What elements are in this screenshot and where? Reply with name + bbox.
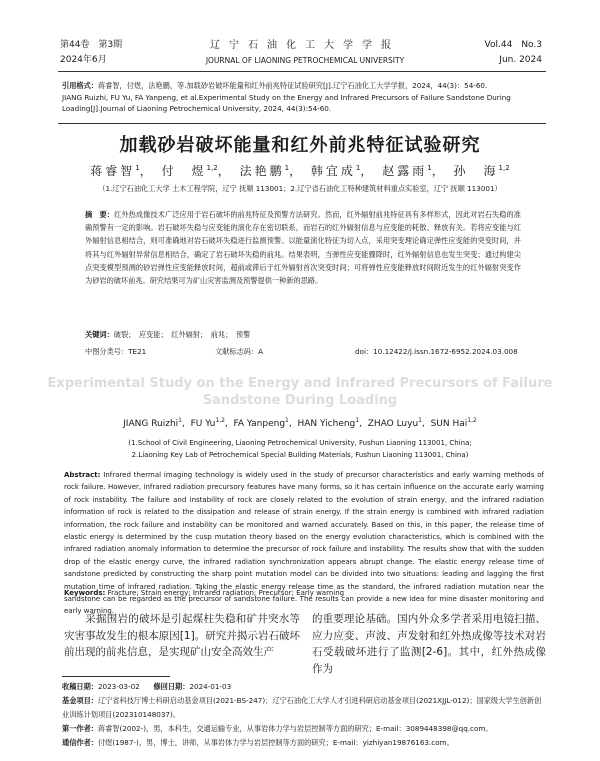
abstract-cn-label: 摘 要： xyxy=(85,210,115,219)
affiliation-cn: （1.辽宁石油化工大学 土木工程学院，辽宁 抚顺 113001；2.辽宁省石油化工特种建筑材料重点实验室，辽宁 抚顺 113001） xyxy=(98,184,502,193)
date-cn: 2024年6月 xyxy=(60,55,107,65)
authors-cn: 蒋睿智$^1$， 付 煜$^{1,2}$， 法艳鹏$^1$， 韩宜成$^1$， 赵露雨$^1$， 孙 海$^{1,2}$ xyxy=(90,164,510,178)
received-dates: 收稿日期：2023-03-02 修回日期：2024-01-03 xyxy=(62,682,232,691)
author-en: HAN Yicheng$^1$ xyxy=(297,417,360,429)
author-en: ZHAO Luyu$^1$ xyxy=(367,417,422,429)
abstract-cn-text: 红外热成像技术广泛应用于岩石破坏的前兆特征及预警方法研究。然而，红外辐射前兆特征具有多样形式，因此对岩石失稳的准确预警有一定的影响。岩石破坏失稳与应变能的演化存在密切联系，而岩石的红外辐射信息与应变能的耗散、释放有关。若将应变能与红外辐射信息相结合，则可准确地对岩石破坏失稳进行监测预警。以能量演化特征为切入点，采用突变理论确定弹性应变能的突变时间，并将其与红外辐射异常信息相结合，确定了岩石破坏失稳的前兆。结果表明，当弹性应变能骤降时，红外辐射信息也发生突变；通过构建尖点突变模型预测的砂岩弹性应变能释放时间，超前或滞后于红外辐射首次突变时间；可将弹性应变能释放时间附近发生的红外辐射突变作为砂岩的破坏前兆。研究结果可为矿山灾害监测及预警提供一种新的思路。 xyxy=(85,210,521,286)
volume-issue: 第44卷 第3期 xyxy=(60,40,123,50)
abstract-cn xyxy=(85,208,521,287)
author-cn: 韩宜成$^1$ xyxy=(310,164,361,178)
author-cn: 法艳鹏$^1$ xyxy=(239,164,290,178)
affiliation-en-line: 2.Liaoning Key Lab of Petrochemical Special Building Materials, Fushun Liaoning 113001, China) xyxy=(131,451,469,459)
keywords-cn xyxy=(85,330,521,340)
authors-en: JIANG Ruizhi$^1$, FU Yu$^{1,2}$, FA Yanpeng$^1$, HAN Yicheng$^1$, ZHAO Luyu$^1$, SUN Hai$^{1,2}$ xyxy=(123,417,477,429)
keywords-cn-label: 关键词： xyxy=(85,330,114,339)
citation-block xyxy=(62,80,542,115)
header-center xyxy=(160,38,450,68)
corresponding-author-info: 通信作者：付煜(1987-)，男，博士，讲师，从事岩体力学与岩层控制等方面的研究；E-mail：yizhiyan19876163.com。 xyxy=(62,738,454,747)
header-right xyxy=(485,38,542,68)
clc-number: 中图分类号：TE21 xyxy=(85,347,147,356)
doi: doi：10.12422/j.issn.1672-6952.2024.03.008 xyxy=(355,347,518,356)
author-en: FA Yanpeng$^1$ xyxy=(233,417,289,429)
author-cn: 赵露雨$^1$ xyxy=(382,164,432,178)
author-cn: 蒋睿智$^1$ xyxy=(90,164,140,178)
body-column-right xyxy=(312,611,546,677)
header-rule xyxy=(58,71,546,72)
abstract-en-label: Abstract: xyxy=(64,471,101,479)
citation-rule xyxy=(58,123,546,124)
keywords-en-text: Fracture; Strain energy; Infrared radiation; Precursor; Early warning xyxy=(107,589,345,597)
journal-name-cn: 辽宁石油化工大学学报 xyxy=(210,40,400,51)
affiliation-en-line: (1.School of Civil Engineering, Liaoning Petrochemical University, Fushun Liaoning 113001, China; xyxy=(128,439,472,447)
header-left xyxy=(60,38,122,68)
paper-title-en: Experimental Study on the Energy and Infrared Precursors of Failure Sandstone During Loading xyxy=(47,376,553,408)
date-en: Jun. 2024 xyxy=(499,55,542,65)
citation-cn: 蒋睿智，付煜，法艳鹏，等.加载砂岩破坏能量和红外前兆特征试验研究[J].辽宁石油化工大学学报，2024，44(3)：54-60. xyxy=(97,81,488,90)
citation-label: 引用格式： xyxy=(62,81,98,90)
author-en: FU Yu$^{1,2}$ xyxy=(190,417,225,429)
author-en: JIANG Ruizhi$^1$ xyxy=(123,417,182,429)
body-text-right: 的重要理论基础。国内外众多学者采用电镜扫描、应力应变、声波、声发射和红外热成像等技术对岩石受载破坏进行了监测[2-6]。其中，红外热成像作为 xyxy=(312,613,546,675)
volume-issue-en: Vol.44 No.3 xyxy=(484,40,542,50)
author-cn: 孙 海$^{1,2}$ xyxy=(453,164,510,178)
body-column-left xyxy=(64,611,300,661)
citation-en: JIANG Ruizhi, FU Yu, FA Yanpeng, et al.Experimental Study on the Energy and Infrared Precursors of Failure Sandstone During Loading[J].Journal of Liaoning Petrochemical University, 2024, 44(3):54-60. xyxy=(62,92,511,113)
keywords-en xyxy=(64,589,544,597)
fund-info: 基金项目：辽宁省科技厅博士科研启动基金项目(2021-BS-247)；辽宁石油化工大学人才引进科研启动基金项目(2021XJJL-012)；国家级大学生创新创业训练计划项目(202310148037)。 xyxy=(62,696,542,719)
affiliation-en xyxy=(40,437,560,461)
keywords-cn-text: 破裂； 应变能； 红外辐射； 前兆； 预警 xyxy=(113,330,251,339)
author-cn: 付 煜$^{1,2}$ xyxy=(161,164,218,178)
footnote-rule xyxy=(62,676,170,677)
body-text-left: 采掘围岩的破坏是引起煤柱失稳和矿井突水等灾害事故发生的根本原因[1]。研究并揭示岩石破坏前出现的前兆信息，是实现矿山安全高效生产 xyxy=(64,613,300,658)
author-en: SUN Hai$^{1,2}$ xyxy=(430,417,477,429)
paper-title-cn: 加载砂岩破坏能量和红外前兆特征试验研究 xyxy=(119,135,481,156)
footnotes xyxy=(62,680,546,750)
first-author-info: 第一作者：蒋睿智(2002-)，男，本科生，交通运输专业，从事岩体力学与岩层控制等方面的研究；E-mail：3089448398@qq.com。 xyxy=(62,724,493,733)
keywords-en-label: Keywords: xyxy=(64,589,106,597)
document-code: 文献标志码：A xyxy=(215,347,264,356)
journal-name-en: JOURNAL OF LIAONING PETROCHEMICAL UNIVERSITY xyxy=(205,56,405,65)
abstract-en-text: Infrared thermal imaging technology is widely used in the study of precursor characteristics and early warning methods of rock failure. However, infrared radiation precursory features have many forms, so it has certain influence on the accurate early warning of rock instability. The failure and instability of rock are closely related to the evolution of strain energy, and the infrared radiation information of rock is related to the dissipation and release of strain energy. If the strain energy is combined with infrared radiation information, the rock failure and instability can be monitored and warned accurately. Based on this, in this paper, the release time of elastic energy is determined by the cusp mutation theory based on the energy evolution characteristics, which is combined with the infrared radiation anomaly information to determine the precursor of rock failure and instability. The results show that with the sudden drop of the elastic energy curve, the infrared radiation synchronization appears abrupt change. The elastic energy release time of sandstone predicted by constructing the sharp point mutation model can be divided into two situations: leading and lagging the first mutation time of infrared radiation. Taking the elastic energy release time as the standard, the infrared radiation mutation near the sandstone can be regarded as the precursor of sandstone failure. The results can provide a new idea for mine disaster monitoring and early warning. xyxy=(64,471,544,616)
